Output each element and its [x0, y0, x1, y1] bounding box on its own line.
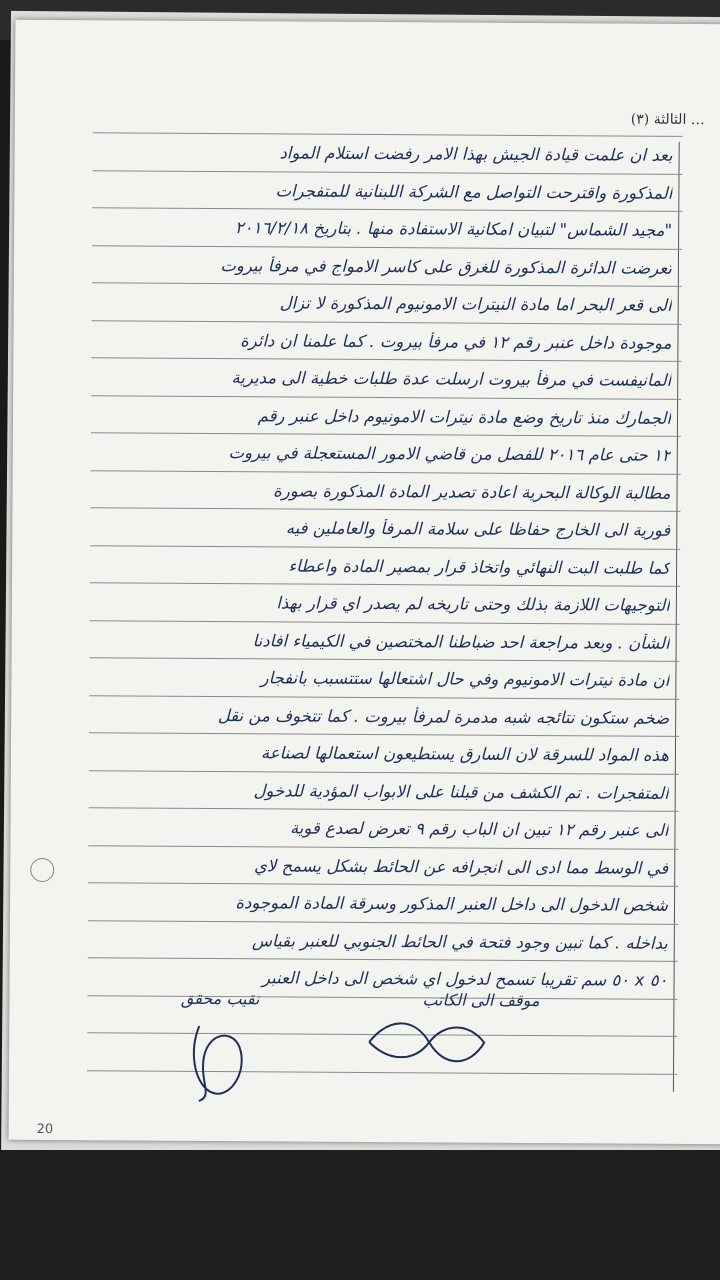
handwritten-line: "مجيد الشماس" لتبيان امكانية الاستفادة منها . بتاريخ ٢٠١٦/٢/١٨: [234, 218, 673, 240]
handwritten-line: بداخله . كما تبين وجود فتحة في الحائط الجنوبي للعنبر بقياس: [251, 930, 668, 953]
handwritten-line: الى قعر البحر اما مادة النيترات الامونيوم المذكورة لا تزال: [279, 293, 672, 315]
background-bottom: [0, 1150, 720, 1280]
handwritten-line: ٥٠ x ٥٠ سم تقريبا تسمح لدخول اي شخص الى داخل العنبر: [262, 968, 668, 990]
ruled-line: [89, 807, 679, 812]
ruled-line: [89, 732, 679, 737]
ruled-line: [90, 507, 680, 512]
handwritten-page: [9, 20, 720, 1144]
ruled-line: [88, 882, 678, 887]
handwritten-line: المتفجرات . تم الكشف من قبلنا على الابواب المؤدية للدخول: [253, 780, 669, 803]
ruled-line: [90, 657, 680, 662]
ruled-line: [91, 395, 681, 400]
handwritten-line: المذكورة واقترحت التواصل مع الشركة اللبنانية للمتفجرات: [275, 180, 673, 203]
ruled-line: [90, 582, 680, 587]
ruled-line: [91, 470, 681, 475]
ruled-line: [91, 357, 681, 362]
signature-left: [169, 1011, 260, 1107]
handwritten-line: الى عنبر رقم ١٢ تبين ان الباب رقم ٩ تعرض لصدع قوية: [289, 818, 669, 840]
ruled-line: [90, 620, 680, 625]
page-number: 20: [36, 1121, 54, 1138]
handwritten-line: الجمارك منذ تاريخ وضع مادة نيترات الامونيوم داخل عنبر رقم: [257, 405, 672, 428]
ruled-line: [92, 207, 682, 212]
handwritten-line: هذه المواد للسرقة لان السارق يستطيعون استعمالها لصناعة: [260, 743, 670, 765]
handwritten-line: ضخم ستكون نتائجه شبه مدمرة لمرفأ بيروت . كما تتخوف من نقل: [217, 705, 670, 728]
ruled-line: [92, 282, 682, 287]
handwritten-line: المانيفست في مرفأ بيروت ارسلت عدة طلبات خطية الى مديرية: [231, 368, 672, 390]
page-header-label: … الثالثة (٣): [630, 111, 705, 129]
handwritten-line: في الوسط مما ادى الى انجرافه عن الحائط بشكل يسمح لاي: [253, 855, 669, 878]
handwritten-line: بعد ان علمت قيادة الجيش بهذا الامر رفضت استلام المواد: [279, 143, 673, 165]
ruled-line: [92, 245, 682, 250]
handwritten-line: الشأن . وبعد مراجعة احد ضباطنا المختصين في الكيمياء افادنا: [252, 630, 670, 653]
ruled-line: [88, 920, 678, 925]
ruled-line: [89, 770, 679, 775]
ruled-line: [91, 432, 681, 437]
handwritten-line: ان مادة نيترات الامونيوم وفي حال اشتعالها ستتسبب بانفجار: [260, 668, 670, 690]
handwritten-line: كما طلبت البت النهائي واتخاذ قرار بمصير المادة واعطاء: [288, 555, 671, 578]
footer-left-label: نقيب محقق: [180, 988, 260, 1009]
handwritten-line: التوجيهات اللازمة بذلك وحتى تاريخه لم يصدر اي قرار بهذا: [276, 593, 670, 615]
handwritten-line: مطالبة الوكالة البحرية اعادة تصدير المادة المذكورة بصورة: [273, 480, 671, 503]
handwritten-line: موجودة داخل عنبر رقم ١٢ في مرفأ بيروت . كما علمنا ان دائرة: [240, 330, 672, 353]
ruled-line: [90, 545, 680, 550]
handwritten-line: فورية الى الخارج حفاظا على سلامة المرفأ والعاملين فيه: [285, 518, 671, 540]
handwritten-line: شخص الدخول الى داخل العنبر المذكور وسرقة المادة الموجودة: [235, 893, 669, 915]
signature-right: [359, 1012, 499, 1073]
footer-right-label: موقف الى الكاتب: [422, 990, 540, 1011]
ruled-line: [88, 845, 678, 850]
punch-mark: [30, 858, 54, 882]
ruled-line: [93, 132, 683, 137]
ruled-line: [88, 957, 678, 962]
margin-line: [673, 142, 680, 1092]
ruled-line: [92, 320, 682, 325]
handwritten-line: ١٢ حتى عام ٢٠١٦ للفصل من قاضي الامور المستعجلة في بيروت: [228, 443, 671, 465]
handwritten-line: تعرضت الدائرة المذكورة للغرق على كاسر الامواج في مرفأ بيروت: [220, 255, 672, 278]
ruled-line: [89, 695, 679, 700]
ruled-line: [93, 170, 683, 175]
